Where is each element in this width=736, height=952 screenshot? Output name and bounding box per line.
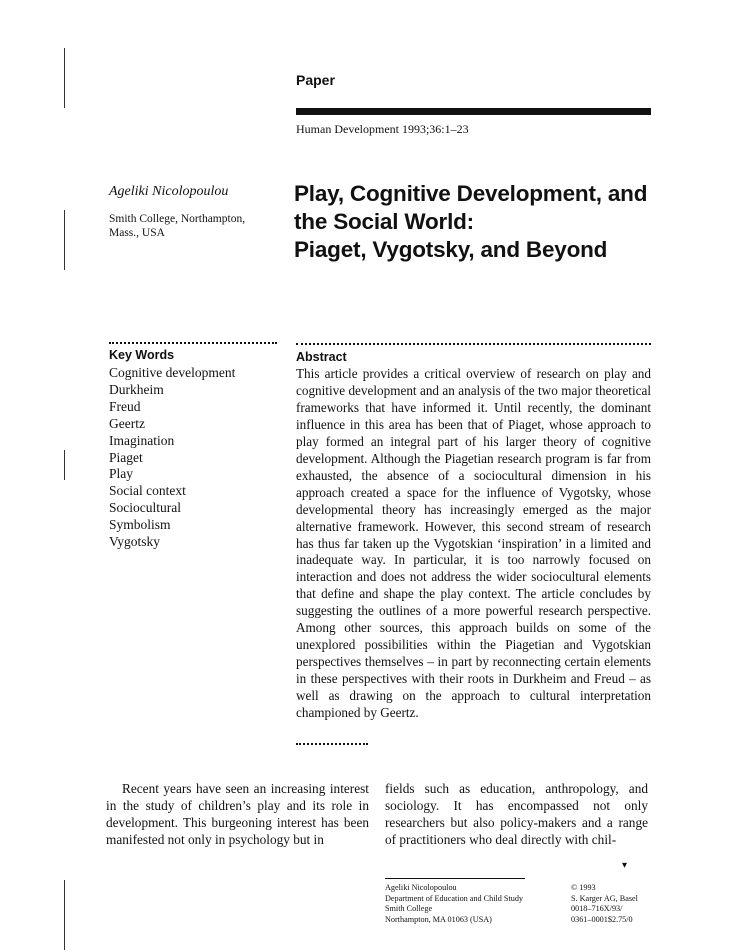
footnote-dept: Department of Education and Child Study [385, 893, 524, 903]
scan-artifact-line [64, 48, 65, 108]
keywords-dotted-rule [109, 342, 277, 344]
keyword-item: Social context [109, 483, 186, 499]
footnote-college: Smith College [385, 904, 433, 913]
body-column-right: fields such as education, anthropology, and sociology. It has encompassed not only researchers but also policy-makers and a range of practitioners who deal directly with chil- [385, 781, 648, 847]
keyword-item: Symbolism [109, 517, 171, 533]
keyword-item: Sociocultural [109, 500, 181, 516]
scan-artifact-line [64, 210, 65, 270]
author-affiliation [109, 212, 284, 240]
keyword-item: Piaget [109, 449, 143, 465]
affiliation-line: Smith College, Northampton, [109, 213, 246, 225]
author-name: Ageliki Nicolopoulou [109, 184, 229, 199]
copyright-year: © 1993 [571, 883, 596, 892]
page-mark: ▾ [622, 860, 628, 871]
scan-artifact-line [64, 450, 65, 480]
article-code: 0361–0001$2.75/0 [571, 914, 633, 924]
title-line: Piaget, Vygotsky, and Beyond [294, 237, 608, 262]
footnote-rule [385, 878, 525, 879]
keywords-heading: Key Words [109, 348, 175, 362]
footnote-name: Ageliki Nicolopoulou [385, 883, 457, 892]
publisher: S. Karger AG, Basel [571, 893, 638, 903]
abstract-dotted-rule [296, 343, 651, 345]
body-column-left: Recent years have seen an increasing interest in the study of children’s play and its role in development. This burgeoning interest has been manifested not only in psychology but in [106, 781, 369, 847]
footnote-address: Northampton, MA 01063 (USA) [385, 914, 492, 924]
issn-code: 0018–716X/93/ [571, 904, 623, 913]
keyword-item: Durkheim [109, 381, 164, 397]
abstract-end-dotted-rule [296, 743, 368, 745]
keyword-item: Freud [109, 398, 141, 414]
keywords-list [109, 365, 235, 551]
copyright-block [571, 883, 638, 925]
keyword-item: Vygotsky [109, 534, 161, 550]
header-rule [296, 108, 651, 115]
journal-reference: Human Development 1993;36:1–23 [296, 122, 469, 136]
affiliation-line: Mass., USA [109, 227, 165, 239]
keyword-item: Play [109, 466, 134, 482]
abstract-text: This article provides a critical overview of research on play and cognitive development and an analysis of the two major theoretical frameworks that have informed it. Until recently, the dominant influence in this area has been that of Piaget, whose approach to play formed an integral part of his larger theory of cognitive development. Although the Piagetian research program is far from exhausted, the absence of a sociocultural dimension in his approach created a space for the influence of Vygotsky, whose developmental theory has increasingly emerged as the major alternative framework. However, this second stream of research has thus far taken up the Vygotskian ‘inspiration’ in a limited and inadequate way. In particular, it is too narrowly focused on interaction and does not address the wider sociocultural elements that define and shape the play context. The article concludes by suggesting the outlines of a more powerful research perspective. Among other sources, this approach builds on some of the unexplored possibilities within the Piagetian and Vygotskian perspectives themselves – in part by reconnecting certain elements in these perspectives with their roots in Durkheim and Freud – as well as drawing on the approach to cultural interpretation championed by Geertz. [296, 366, 651, 721]
section-label: Paper [296, 72, 335, 88]
paper-title [294, 180, 664, 264]
keyword-item: Geertz [109, 415, 145, 431]
keyword-item: Cognitive development [109, 365, 236, 380]
keyword-item: Imagination [109, 432, 175, 448]
scan-artifact-line [64, 880, 65, 950]
title-line: the Social World: [294, 209, 474, 234]
abstract-heading: Abstract [296, 350, 347, 364]
title-line: Play, Cognitive Development, and [294, 181, 648, 206]
correspondence-address [385, 883, 523, 925]
